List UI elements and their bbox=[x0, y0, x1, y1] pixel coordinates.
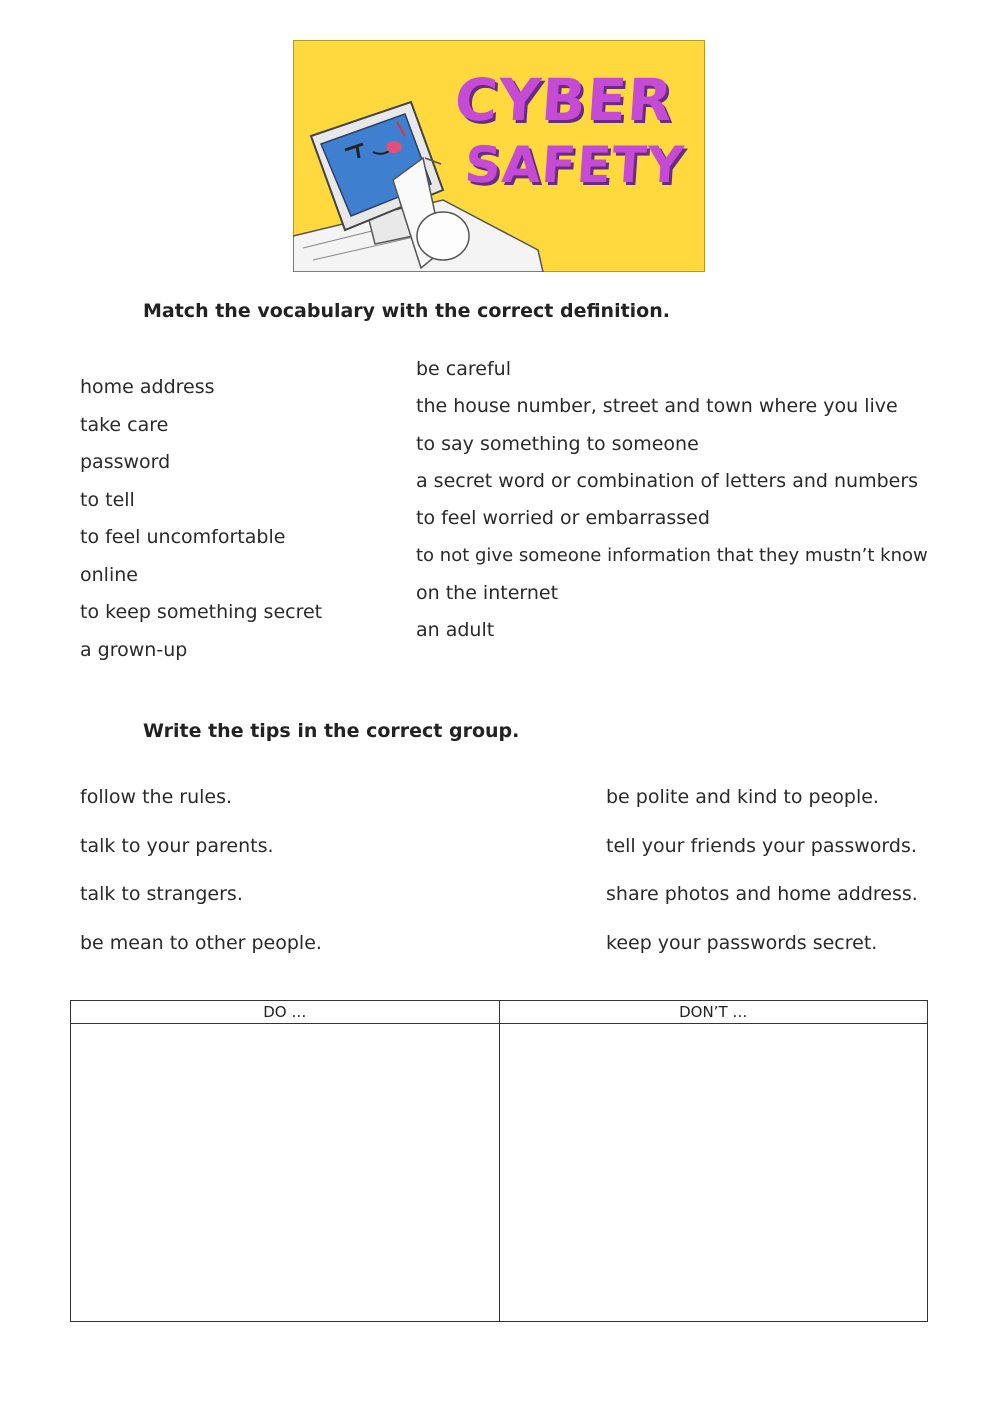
do-dont-table bbox=[70, 1000, 928, 1322]
banner-title-line1: CYBER bbox=[452, 66, 676, 134]
vocab-item: to tell bbox=[80, 489, 135, 511]
dont-column-header: DON’T … bbox=[499, 1001, 928, 1024]
vocab-item: password bbox=[80, 451, 171, 473]
tip-item: be mean to other people. bbox=[80, 932, 322, 954]
match-instruction: Match the vocabulary with the correct definition. bbox=[143, 300, 670, 322]
vocab-item: a grown-up bbox=[80, 639, 188, 661]
tip-item: keep your passwords secret. bbox=[606, 932, 878, 954]
vocab-item: to keep something secret bbox=[80, 601, 323, 623]
tip-item: talk to your parents. bbox=[80, 835, 274, 857]
definition-item: on the internet bbox=[416, 582, 559, 604]
vocab-item: online bbox=[80, 564, 138, 586]
tip-item: be polite and kind to people. bbox=[606, 786, 879, 808]
vocab-item: to feel uncomfortable bbox=[80, 526, 286, 548]
definition-item: to say something to someone bbox=[416, 433, 699, 455]
vocab-item: take care bbox=[80, 414, 169, 436]
tip-item: talk to strangers. bbox=[80, 883, 243, 905]
dont-answer-cell[interactable] bbox=[499, 1024, 928, 1322]
definition-item: the house number, street and town where you live bbox=[416, 395, 898, 417]
do-column-header: DO … bbox=[71, 1001, 500, 1024]
banner-title-line2: SAFETY bbox=[462, 136, 687, 194]
tip-item: follow the rules. bbox=[80, 786, 233, 808]
cyber-safety-banner bbox=[293, 40, 705, 272]
definition-item: an adult bbox=[416, 619, 495, 641]
definition-item: to not give someone information that they mustn’t know bbox=[416, 545, 928, 566]
tip-item: share photos and home address. bbox=[606, 883, 918, 905]
definition-item: a secret word or combination of letters and numbers bbox=[416, 470, 919, 492]
group-instruction: Write the tips in the correct group. bbox=[143, 720, 520, 742]
definition-item: be careful bbox=[416, 358, 511, 380]
vocab-item: home address bbox=[80, 376, 215, 398]
tip-item: tell your friends your passwords. bbox=[606, 835, 917, 857]
definition-item: to feel worried or embarrassed bbox=[416, 507, 710, 529]
do-answer-cell[interactable] bbox=[71, 1024, 500, 1322]
